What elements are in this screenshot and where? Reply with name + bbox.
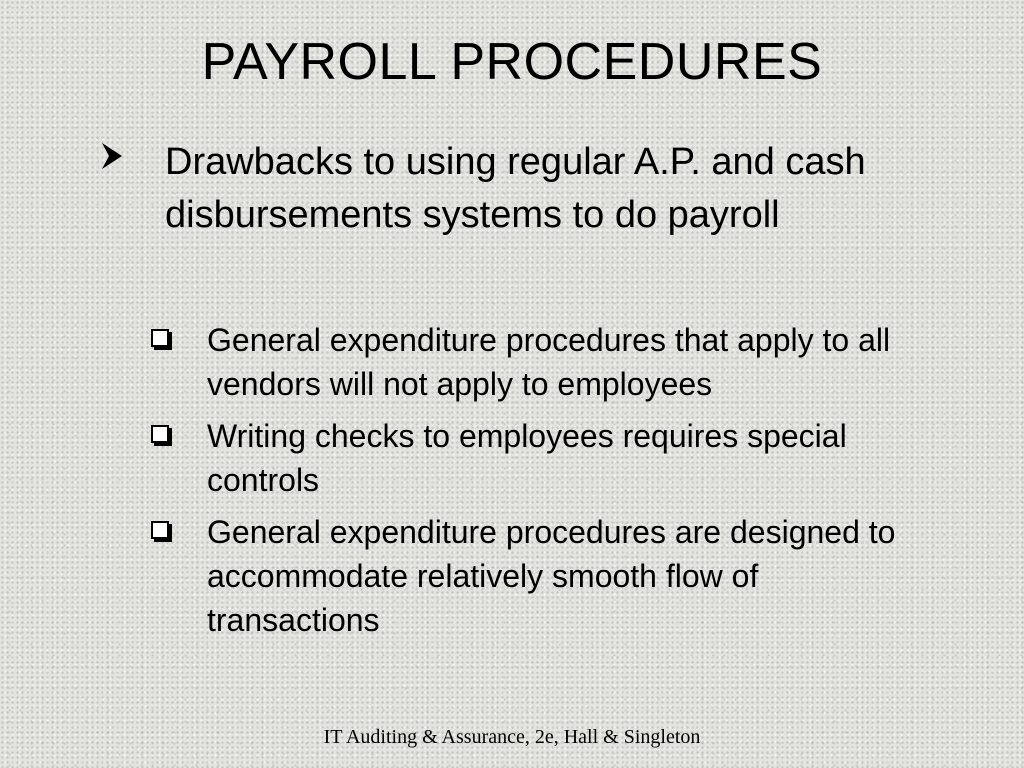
sub-bullet-list [148, 318, 928, 650]
sub-bullet-text: General expenditure procedures are designed to accommodate relatively smooth flow of transactions [207, 514, 896, 638]
main-bullet-point [100, 136, 900, 242]
sub-bullet-item [148, 414, 928, 502]
sub-bullet-text: Writing checks to employees requires special controls [207, 418, 847, 498]
checkbox-bullet-icon [151, 329, 169, 347]
sub-bullet-text: General expenditure procedures that apply to all vendors will not apply to employees [207, 322, 891, 402]
sub-bullet-item [148, 318, 928, 406]
checkbox-bullet-icon [151, 521, 169, 539]
arrow-bullet-icon [100, 141, 124, 171]
footer-citation: IT Auditing & Assurance, 2e, Hall & Singleton [323, 726, 701, 748]
sub-bullet-item [148, 510, 928, 642]
checkbox-bullet-icon [151, 425, 169, 443]
slide-title: PAYROLL PROCEDURES [201, 33, 823, 91]
main-bullet-text: Drawbacks to using regular A.P. and cash disbursements systems to do payroll [165, 141, 866, 236]
